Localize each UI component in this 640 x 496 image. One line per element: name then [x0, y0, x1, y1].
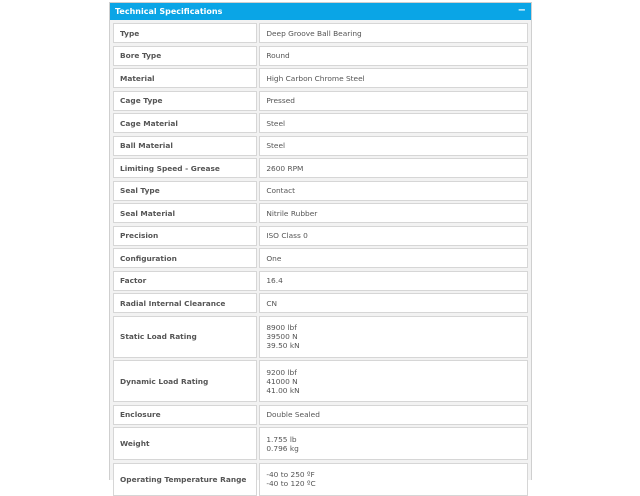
spec-value — [259, 181, 528, 201]
spec-row — [113, 293, 528, 313]
spec-label: Dynamic Load Rating — [113, 360, 257, 402]
spec-value-line: Steel — [266, 118, 286, 128]
spec-value-line: -40 to 250 ºF — [266, 470, 315, 479]
collapse-icon[interactable]: − — [517, 5, 526, 16]
spec-row — [113, 113, 528, 133]
spec-row — [113, 405, 528, 425]
spec-label: Bore Type — [113, 46, 257, 66]
spec-value-line: High Carbon Chrome Steel — [266, 73, 365, 83]
spec-value-line: 16.4 — [266, 276, 283, 285]
spec-value-line: ISO Class 0 — [266, 231, 308, 240]
spec-value-line: 1.755 lb — [266, 434, 297, 444]
spec-value-line: Contact — [266, 186, 296, 195]
spec-label: Limiting Speed - Grease — [113, 158, 257, 178]
spec-row — [113, 181, 528, 201]
spec-label: Seal Material — [113, 203, 257, 223]
spec-value-line: 2600 RPM — [266, 163, 304, 173]
spec-row — [113, 203, 528, 223]
spec-label: Operating Temperature Range — [113, 463, 257, 496]
spec-row — [113, 23, 528, 43]
spec-value — [259, 293, 528, 313]
spec-value — [259, 226, 528, 246]
spec-value-line: CN — [266, 298, 278, 308]
spec-value-line: 39500 N — [266, 332, 298, 341]
spec-value — [259, 68, 528, 88]
spec-value-line: Steel — [266, 141, 286, 150]
spec-row — [113, 427, 528, 460]
spec-label: Cage Material — [113, 113, 257, 133]
spec-value — [259, 405, 528, 425]
spec-label: Type — [113, 23, 257, 43]
spec-value-line: 39.50 kN — [266, 341, 300, 350]
spec-value — [259, 158, 528, 178]
spec-row — [113, 360, 528, 402]
spec-label: Weight — [113, 427, 257, 460]
spec-value-line: Deep Groove Ball Bearing — [266, 28, 362, 38]
spec-value-line: Nitrile Rubber — [266, 208, 318, 218]
spec-value — [259, 46, 528, 66]
spec-value-line: -40 to 120 ºC — [266, 479, 316, 488]
spec-label: Configuration — [113, 248, 257, 268]
spec-value-line: 8900 lbf — [266, 323, 297, 332]
spec-row — [113, 226, 528, 246]
spec-value-line: Pressed — [266, 96, 296, 105]
spec-label: Radial Internal Clearance — [113, 293, 257, 313]
spec-row — [113, 68, 528, 88]
spec-value — [259, 23, 528, 43]
spec-row — [113, 158, 528, 178]
spec-value — [259, 427, 528, 460]
spec-value — [259, 360, 528, 402]
spec-label: Factor — [113, 271, 257, 291]
spec-label: Precision — [113, 226, 257, 246]
spec-label: Material — [113, 68, 257, 88]
spec-value — [259, 316, 528, 358]
spec-value — [259, 271, 528, 291]
spec-label: Seal Type — [113, 181, 257, 201]
spec-value-line: 41000 N — [266, 376, 298, 386]
spec-value-line: 41.00 kN — [266, 385, 300, 395]
spec-value-line: 0.796 kg — [266, 443, 299, 453]
technical-specifications-panel — [109, 2, 532, 488]
spec-label: Enclosure — [113, 405, 257, 425]
spec-label: Cage Type — [113, 91, 257, 111]
panel-title: Technical Specifications — [115, 7, 223, 16]
spec-row — [113, 248, 528, 268]
spec-row — [113, 91, 528, 111]
panel-header[interactable] — [110, 3, 531, 20]
spec-value — [259, 91, 528, 111]
spec-value — [259, 463, 528, 496]
spec-row — [113, 271, 528, 291]
spec-label: Ball Material — [113, 136, 257, 156]
spec-value-line: One — [266, 253, 282, 263]
spec-value — [259, 203, 528, 223]
spec-value — [259, 113, 528, 133]
spec-value — [259, 248, 528, 268]
spec-row — [113, 46, 528, 66]
spec-row — [113, 316, 528, 358]
spec-value-line: Round — [266, 51, 290, 60]
spec-table — [110, 20, 531, 496]
spec-value — [259, 136, 528, 156]
spec-value-line: 9200 lbf — [266, 367, 297, 377]
spec-value-line: Double Sealed — [266, 410, 320, 419]
spec-label: Static Load Rating — [113, 316, 257, 358]
spec-row — [113, 136, 528, 156]
spec-row — [113, 463, 528, 496]
